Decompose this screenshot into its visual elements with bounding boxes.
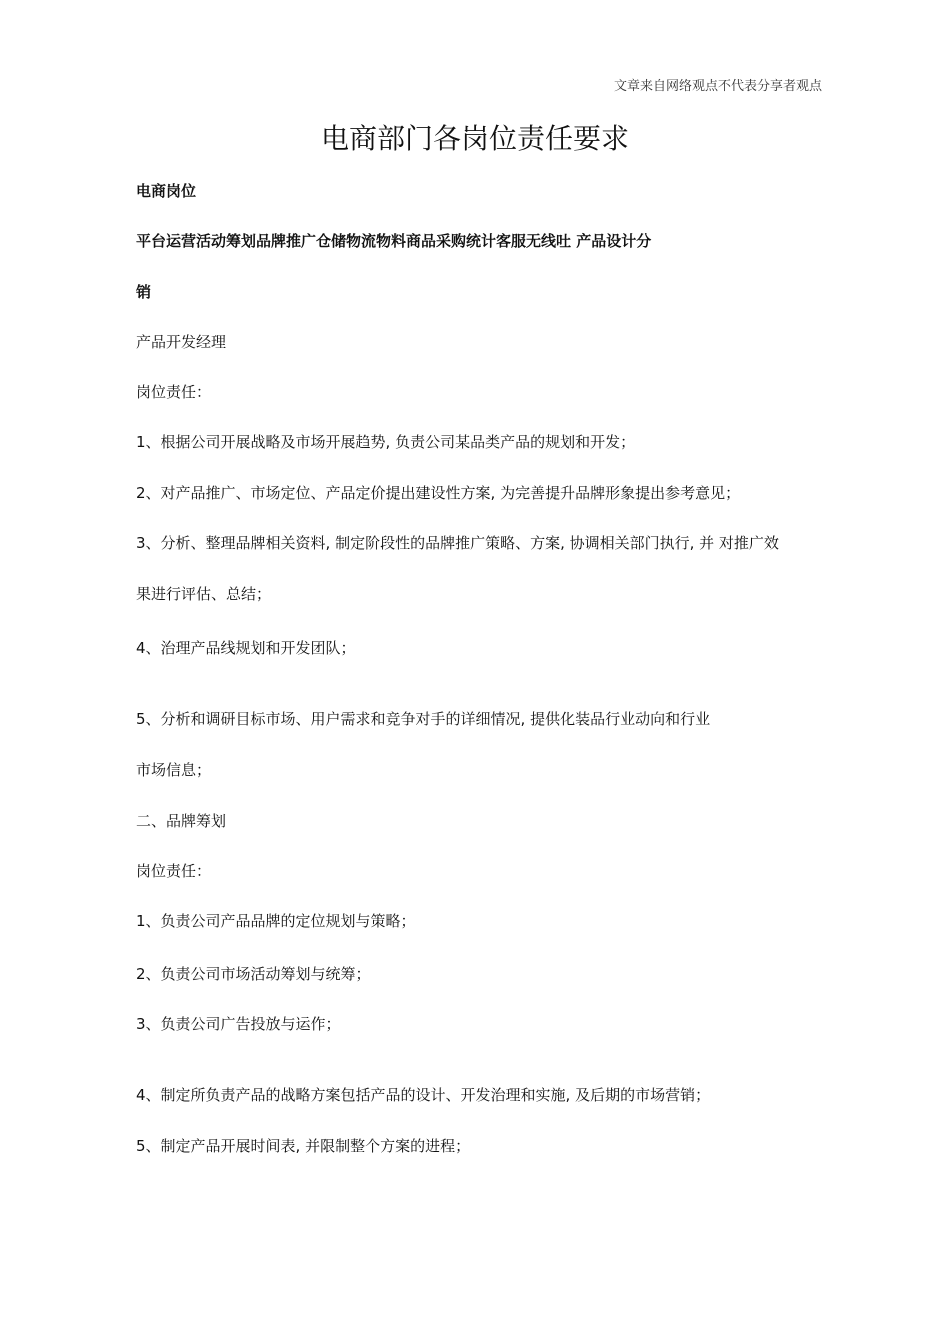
brand-planning-item-2: 2、负责公司市场活动筹划与统筹； bbox=[136, 965, 371, 983]
brand-planning-item-4: 4、制定所负责产品的战略方案包括产品的设计、开发治理和实施, 及后期的市场营销； bbox=[136, 1086, 711, 1104]
product-manager-duty-label: 岗位责任： bbox=[136, 383, 212, 401]
product-manager-title: 产品开发经理 bbox=[136, 333, 227, 351]
product-manager-item-3-line-2: 果进行评估、总结； bbox=[136, 585, 272, 603]
product-manager-item-3-line-1: 3、分析、整理品牌相关资料, 制定阶段性的品牌推广策略、方案, 协调相关部门执行, 并 对推广效 bbox=[136, 534, 779, 552]
product-manager-item-4: 4、治理产品线规划和开发团队； bbox=[136, 639, 356, 657]
header-note: 文章来自网络观点不代表分享者观点 bbox=[613, 79, 822, 94]
product-manager-item-5-line-2: 市场信息； bbox=[136, 761, 212, 779]
product-manager-item-1: 1、根据公司开展战略及市场开展趋势, 负责公司某品类产品的规划和开发； bbox=[136, 433, 636, 451]
page-title: 电商部门各岗位责任要求 bbox=[320, 122, 629, 155]
product-manager-item-2: 2、对产品推广、市场定位、产品定价提出建设性方案, 为完善提升品牌形象提出参考意见； bbox=[136, 484, 741, 502]
brand-planning-item-1: 1、负责公司产品品牌的定位规划与策略； bbox=[136, 912, 416, 930]
section-heading: 电商岗位 bbox=[136, 182, 197, 200]
brand-planning-item-5: 5、制定产品开展时间表, 并限制整个方案的进程； bbox=[136, 1137, 471, 1155]
positions-list-line-1: 平台运营活动筹划品牌推广仓储物流物料商品采购统计客服无线吐 产品设计分 bbox=[136, 232, 652, 250]
product-manager-item-5-line-1: 5、分析和调研目标市场、用户需求和竞争对手的详细情况, 提供化装品行业动向和行业 bbox=[136, 710, 711, 728]
brand-planning-duty-label: 岗位责任： bbox=[136, 862, 212, 880]
brand-planning-item-3: 3、负责公司广告投放与运作； bbox=[136, 1015, 341, 1033]
brand-planning-title: 二、品牌筹划 bbox=[136, 812, 227, 830]
positions-list-line-2: 销 bbox=[136, 283, 152, 301]
